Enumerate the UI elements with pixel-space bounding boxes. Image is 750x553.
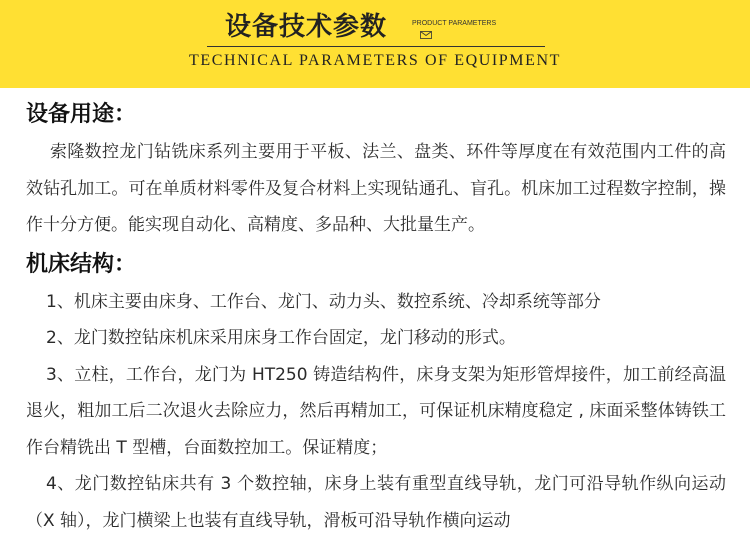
usage-paragraph: 索隆数控龙门钻铣床系列主要用于平板、法兰、盘类、环件等厚度在有效范围内工件的高效钻孔加工。可在单质材料零件及复合材料上实现钻通孔、盲孔。机床加工过程数字控制，操作十分方便。能实现自动化、高精度、多品种、大批量生产。 xyxy=(26,142,726,235)
header-banner xyxy=(0,0,750,88)
mail-icon xyxy=(420,31,432,39)
header-divider xyxy=(207,46,545,47)
page-subtitle: TECHNICAL PARAMETERS OF EQUIPMENT xyxy=(188,52,562,69)
usage-heading: 设备用途： xyxy=(26,102,137,127)
content-body xyxy=(26,96,726,539)
structure-item-2: 2、龙门数控钻床机床采用床身工作台固定，龙门移动的形式。 xyxy=(46,328,516,348)
page-title: 设备技术参数 xyxy=(225,12,388,42)
structure-heading: 机床结构： xyxy=(26,251,137,277)
structure-item-1: 1、机床主要由床身、工作台、龙门、动力头、数控系统、冷却系统等部分 xyxy=(46,291,601,312)
structure-item-3: 3、立柱，工作台，龙门为 HT250 铸造结构件，床身支架为矩形管焊接件，加工前经高温退火，粗加工后二次退火去除应力，然后再精加工，可保证机床精度稳定 , 床面采整体铸铁工作台精铣出 T 型槽，台面数控加工。保证精度； xyxy=(26,364,726,458)
product-parameters-badge: PRODUCT PARAMETERS xyxy=(412,20,497,27)
structure-item-4: 4、龙门数控钻床共有 3 个数控轴，床身上装有重型直线导轨，龙门可沿导轨作纵向运动（X 轴），龙门横梁上也装有直线导轨，滑板可沿导轨作横向运动 xyxy=(26,474,726,531)
